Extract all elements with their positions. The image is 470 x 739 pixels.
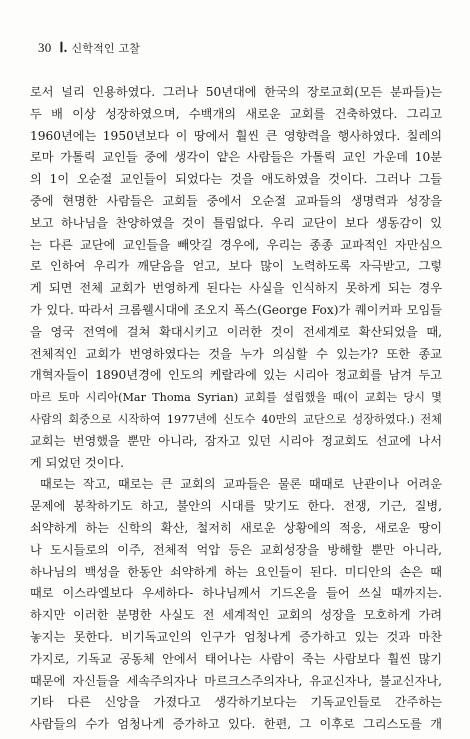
text-line: 가 있다. 따라서 크롬웰시대에 조오지 폭스(George Fox)가 퀘이커파 모임들 [30,302,442,317]
text-line: 전체적인 교회가 번영하였다는 것을 누가 의심할 수 있는가? 또한 종교 [30,346,442,361]
chapter-title: 신학적인 고찰 [71,42,141,55]
text-line: 때로 이스라엘보다 우세하다- 하나님께서 기드온을 들어 쓰실 때까지는. [30,586,442,601]
text-line: 을 영국 전역에 걸쳐 확대시키고 이러한 것이 전세계로 확산되었을 때, [30,324,442,339]
text-line: 로 인하여 우리가 깨닫음을 얻고, 보다 많이 노력하도록 자극받고, 그렇 [30,259,442,274]
text-line: 사람의 회중으로 시작하여 1977년에 신도수 40만의 교단으로 성장하였다.) 전체 [30,412,442,426]
text-line: 개혁자들이 1890년경에 인도의 케랄라에 있는 시리아 정교회를 남겨 두고 [30,368,442,383]
text-line: 문제에 봉착하기도 하고, 불안의 시대를 맞기도 한다. 전쟁, 기근, 질병, [30,499,442,514]
text-line: 기타 다른 신앙을 가졌다고 생각하기보다는 기독교인들로 간주하는 [30,695,442,710]
body-text [30,82,442,736]
text-line: 가지로, 기독교 공동체 안에서 태어나는 사람이 죽는 사람보다 훨씬 많기 [30,651,442,666]
text-line: 사람들의 수가 엄청나게 증가하고 있다. 한편, 그 이후로 그리스도를 개 [30,717,442,732]
text-line: 는 다른 교단에 교인들을 빼앗길 경우에, 우리는 종종 교파적인 자만심으 [30,237,442,252]
running-header [38,40,140,62]
text-line: 마르 토마 시리아(Mar Thoma Syrian) 교회를 설립했을 때(이 교회는 당시 몇 [30,391,442,405]
chapter-number: Ⅰ. [59,41,68,56]
text-line: 게 되면 전체 교회가 번영하게 된다는 사실을 인식하지 못하게 되는 경우 [30,281,442,296]
text-line: 1960년에는 1950년보다 이 땅에서 훨씬 큰 영향력을 행사하였다. 칠레의 [30,128,442,143]
text-line: 중에 현명한 사람들은 교회들 중에서 오순절 교파들의 생명력과 성장을 [30,193,442,208]
text-line: 두 배 이상 성장하였으며, 수백개의 새로운 교회를 건축하였다. 그리고 [30,106,442,121]
text-line: 로마 가톨릭 교인들 중에 생각이 얕은 사람들은 가톨릭 교인 가운데 10분 [30,150,442,165]
text-line: 게 되었던 것이다. [30,455,125,470]
text-line: 교회는 번영했을 뿐만 아니라, 잠자고 있던 시리아 정교회도 선교에 나서 [30,433,442,448]
page-number: 30 [38,40,52,55]
text-line: 로서 널리 인용하였다. 그러나 50년대에 한국의 장로교회(모든 분파들)는 [30,85,442,99]
text-line: 때로는 작고, 때로는 큰 교회의 교파들은 물론 때때로 난관이나 어려운 [40,477,442,492]
text-line: 놓지는 못한다. 비기독교인의 인구가 엄청나게 증가하고 있는 것과 마찬 [30,629,442,644]
text-line: 의 1이 오순절 교인들이 되었다는 것을 애도하였을 것이다. 그러나 그들 [30,172,442,187]
text-line: 보고 하나님을 찬양하였을 것이 틀림없다. 우리 교단이 보다 생동감이 있 [30,215,442,230]
text-line: 때문에 자신들을 세속주의자나 마르크스주의자나, 유교신자나, 불교신자나, [30,673,442,688]
text-line: 쇠약하게 하는 신학의 확산, 철저히 새로운 상황에의 적응, 새로운 땅이 [30,520,442,535]
text-line: 하지만 이러한 분명한 사실도 전 세계적인 교회의 성장을 모호하게 가려 [30,608,442,623]
text-line: 나 도시들로의 이주, 전체적 억압 등은 교회성장을 방해할 뿐만 아니라, [30,542,442,557]
text-line: 하나님의 백성을 한동안 쇠약하게 하는 요인들이 된다. 미디안의 손은 때 [30,564,442,579]
